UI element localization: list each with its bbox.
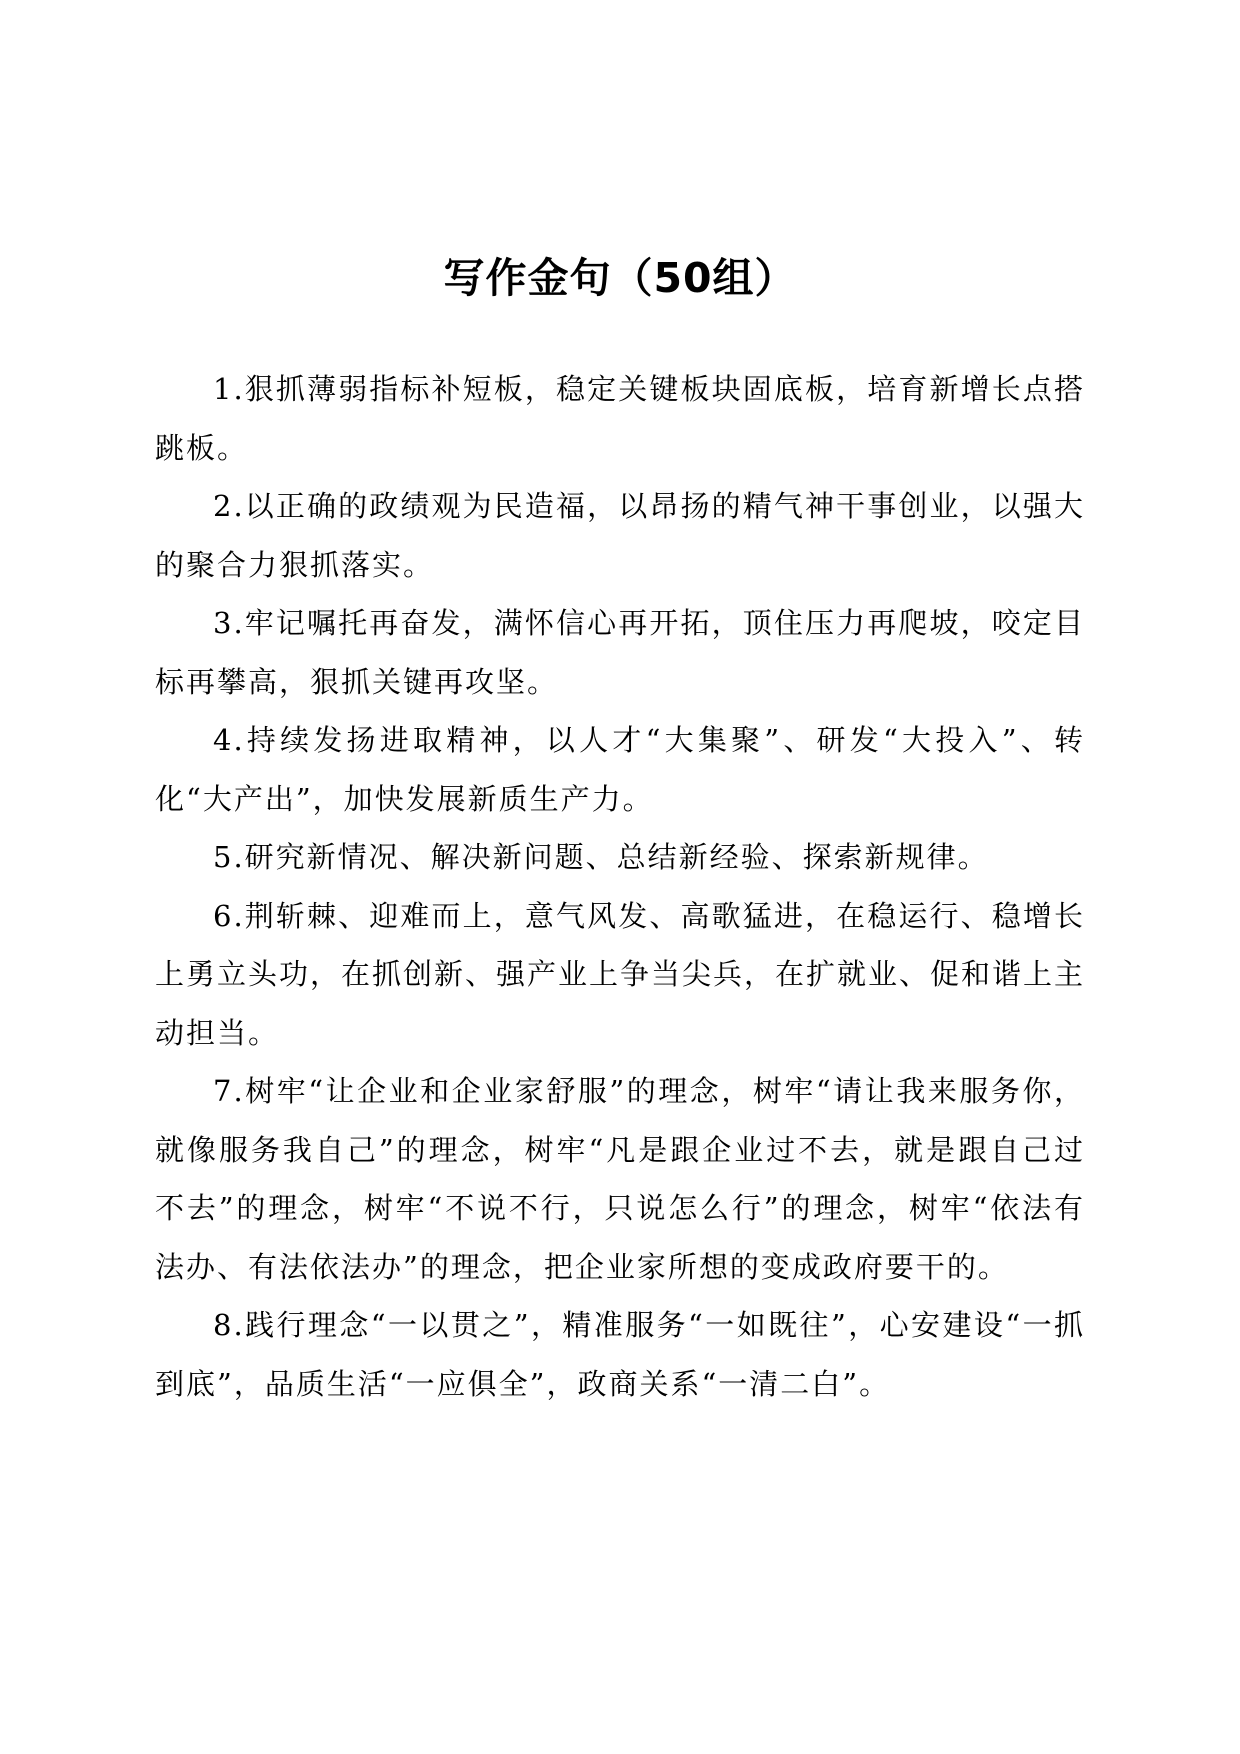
paragraph-4: 4.持续发扬进取精神，以人才“大集聚”、研发“大投入”、转化“大产出”，加快发展新质生产力。 xyxy=(155,723,1085,816)
paragraph-3: 3.牢记嘱托再奋发，满怀信心再开拓，顶住压力再爬坡，咬定目标再攀高，狠抓关键再攻坚。 xyxy=(155,606,1085,699)
document-body xyxy=(155,360,1085,1413)
page-title: 写作金句（50组） xyxy=(443,254,797,302)
paragraph-6: 6.荆斩棘、迎难而上，意气风发、高歌猛进，在稳运行、稳增长上勇立头功，在抓创新、强产业上争当尖兵，在扩就业、促和谐上主动担当。 xyxy=(155,898,1086,1050)
paragraph-7: 7.树牢“让企业和企业家舒服”的理念，树牢“请让我来服务你，就像服务我自己”的理念，树牢“凡是跟企业过不去，就是跟自己过不去”的理念，树牢“不说不行，只说怎么行”的理念，树牢“依法有法办、有法依法办”的理念，把企业家所想的变成政府要干的。 xyxy=(155,1074,1085,1284)
paragraph-5: 5.研究新情况、解决新问题、总结新经验、探索新规律。 xyxy=(213,840,989,874)
paragraph-8: 8.践行理念“一以贯之”，精准服务“一如既往”，心安建设“一抓到底”，品质生活“一应俱全”，政商关系“一清二白”。 xyxy=(155,1308,1085,1401)
paragraph-1: 1.狠抓薄弱指标补短板，稳定关键板块固底板，培育新增长点搭跳板。 xyxy=(155,372,1085,465)
paragraph-2: 2.以正确的政绩观为民造福，以昂扬的精气神干事创业，以强大的聚合力狠抓落实。 xyxy=(155,489,1085,582)
